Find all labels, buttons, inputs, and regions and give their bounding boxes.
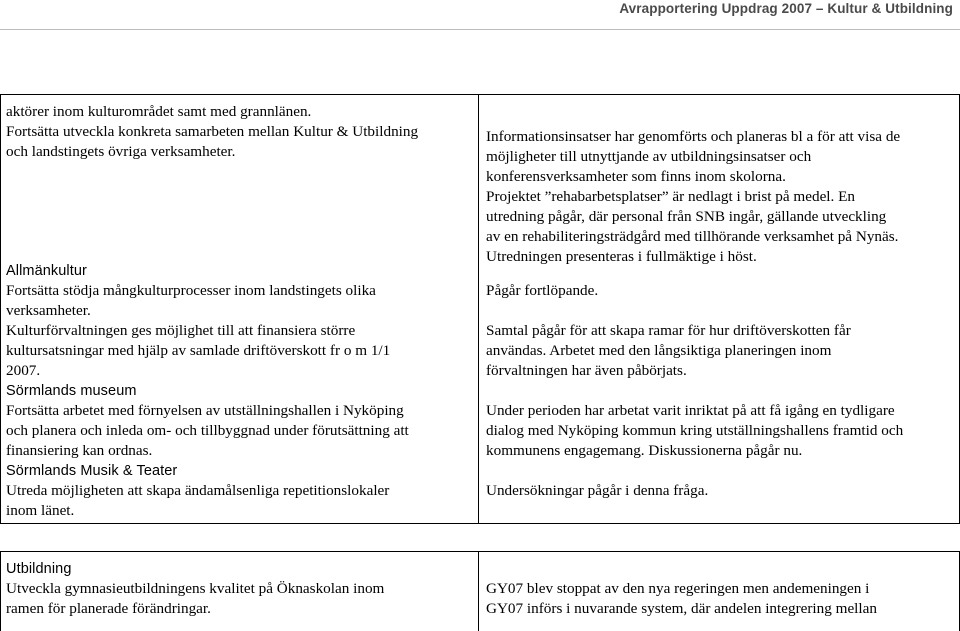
section-heading-allmankultur: Allmänkultur	[6, 263, 87, 279]
section-heading-musik: Sörmlands Musik & Teater	[6, 463, 178, 479]
section-heading-utbildning: Utbildning	[6, 561, 72, 577]
allmankultur-section: Allmänkultur Fortsätta stödja mångkulturprocesser inom landstingets olika verksamheter. Kulturförvaltningen ges möjlighet till att finansiera större kultursatsningar med hjälp av samlade driftöverskott fr o m 1/1 2007. Sörmlands museum Fortsätta arbetet med förnyelsen av utställningshallen i Nyköping och planera och inleda om- och tillbyggnad under förutsättning att finansiering kan ordnas. Sörmlands Musik & Teater Utreda möjligheten att skapa ändamålsenliga repetitionslokaler inom länet.	[6, 263, 409, 519]
table-column-divider	[478, 94, 479, 524]
header-rule	[0, 29, 960, 30]
table2-column-divider	[478, 551, 479, 631]
report-table	[0, 94, 960, 524]
musik-status: Undersökningar pågår i denna fråga.	[486, 482, 709, 499]
allmankultur-status-1: Pågår fortlöpande.	[486, 282, 599, 299]
utbildning-status: GY07 blev stoppat av den nya regeringen men andemeningen i GY07 införs i nuvarande system, där andelen integrering mellan	[486, 580, 877, 617]
right-top-text: Informationsinsatser har genomförts och planeras bl a för att visa de möjligheter till utnyttjande av utbildningsinsatser och konferensverksamheter som finns inom skolorna. Projektet ”rehabarbetsplatser” är nedlagt i brist på medel. En utredning pågår, där personal från SNB ingår, gällande utveckling av en rehabiliteringsträdgård med tillhörande verksamhet på Nynäs. Utredningen presenteras i fullmäktige i höst.	[486, 128, 901, 265]
table2-top-border	[0, 551, 960, 552]
table2-left-border	[0, 551, 1, 631]
table-bottom-border	[0, 523, 960, 524]
left-top-text: aktörer inom kulturområdet samt med grannlänen. Fortsätta utveckla konkreta samarbeten mellan Kultur & Utbildning och landstingets övriga verksamheter.	[6, 103, 419, 160]
section-heading-museum: Sörmlands museum	[6, 383, 137, 399]
allmankultur-status-2: Samtal pågår för att skapa ramar för hur driftöverskotten får användas. Arbetet med den långsiktiga planeringen inom förvaltningen har även påbörjats.	[486, 322, 851, 379]
page-header-title: Avrapportering Uppdrag 2007 – Kultur & Utbildning	[619, 1, 953, 16]
utbildning-table	[0, 551, 960, 631]
table-left-border	[0, 94, 1, 524]
museum-status: Under perioden har arbetat varit inriktat på att få igång en tydligare dialog med Nyköping kommun kring utställningshallens framtid och kommunens engagemang. Diskussionerna pågår nu.	[486, 402, 904, 459]
table-top-border	[0, 94, 960, 95]
utbildning-section: Utbildning Utveckla gymnasieutbildningens kvalitet på Öknaskolan inom ramen för planerade förändringar.	[6, 561, 385, 617]
